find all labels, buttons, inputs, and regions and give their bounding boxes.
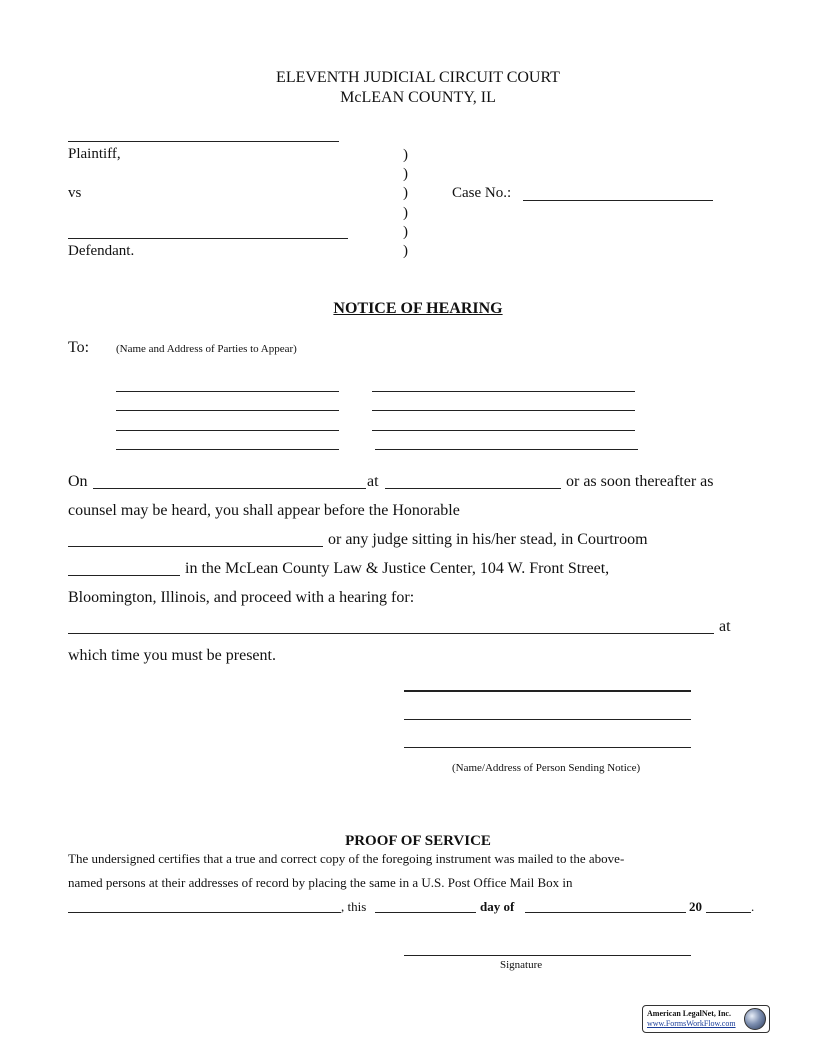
vs-label: vs [68, 185, 82, 201]
court-name: ELEVENTH JUDICIAL CIRCUIT COURT [276, 69, 560, 86]
defendant-name-line[interactable] [68, 238, 348, 239]
globe-icon [744, 1008, 766, 1030]
at-label-2: at [719, 618, 731, 635]
caption-paren: ) [403, 224, 408, 240]
party-address-line[interactable] [372, 410, 635, 411]
plaintiff-name-line[interactable] [68, 141, 339, 142]
caption-paren: ) [403, 147, 408, 163]
case-number-label: Case No.: [452, 185, 512, 201]
caption-paren: ) [403, 243, 408, 259]
case-number-field[interactable] [523, 200, 713, 201]
courtroom-field[interactable] [68, 575, 180, 576]
sender-caption: (Name/Address of Person Sending Notice) [452, 762, 641, 774]
judge-name-field[interactable] [68, 546, 323, 547]
logo-url[interactable]: www.FormsWorkFlow.com [647, 1019, 736, 1028]
hearing-date-field[interactable] [93, 488, 366, 489]
to-instruction: (Name and Address of Parties to Appear) [116, 343, 297, 355]
day-of-label: day of [480, 899, 515, 914]
plaintiff-label: Plaintiff, [68, 146, 121, 162]
this-label: , this [341, 899, 367, 914]
body-line-7: which time you must be present. [68, 647, 276, 664]
proof-text-1: The undersigned certifies that a true and correct copy of the foregoing instrument was mailed to the above- [68, 851, 625, 866]
day-field[interactable] [375, 912, 476, 913]
party-address-line[interactable] [116, 410, 339, 411]
body-line-2: counsel may be heard, you shall appear before the Honorable [68, 502, 460, 519]
body-line-5: Bloomington, Illinois, and proceed with a hearing for: [68, 589, 415, 606]
signature-caption: Signature [500, 959, 543, 971]
sender-line[interactable] [404, 719, 691, 720]
party-address-line[interactable] [372, 391, 635, 392]
party-address-line[interactable] [116, 449, 339, 450]
caption-paren: ) [403, 205, 408, 221]
sender-line[interactable] [404, 747, 691, 748]
defendant-label: Defendant. [68, 243, 135, 259]
party-address-line[interactable] [116, 430, 339, 431]
as-soon-text: or as soon thereafter as [566, 473, 714, 490]
american-legalnet-logo [642, 1005, 770, 1033]
hearing-purpose-field[interactable] [68, 633, 714, 634]
at-label: at [367, 473, 379, 490]
party-address-line[interactable] [375, 449, 638, 450]
logo-name: American LegalNet, Inc. [647, 1009, 731, 1018]
county-name: McLEAN COUNTY, IL [340, 89, 496, 106]
month-field[interactable] [525, 912, 686, 913]
sender-line[interactable] [404, 690, 691, 692]
year-field[interactable] [706, 912, 751, 913]
party-address-line[interactable] [116, 391, 339, 392]
caption-paren: ) [403, 185, 408, 201]
caption-paren: ) [403, 166, 408, 182]
mailbox-location-field[interactable] [68, 912, 341, 913]
proof-title: PROOF OF SERVICE [345, 833, 491, 849]
notice-title: NOTICE OF HEARING [333, 300, 503, 317]
party-address-line[interactable] [372, 430, 635, 431]
proof-text-2: named persons at their addresses of record by placing the same in a U.S. Post Office Mail Box in [68, 875, 573, 890]
on-label: On [68, 473, 88, 490]
to-label: To: [68, 339, 90, 356]
year-prefix: 20 [689, 899, 702, 914]
body-line-3: or any judge sitting in his/her stead, in Courtroom [328, 531, 648, 548]
body-line-4: in the McLean County Law & Justice Center, 104 W. Front Street, [185, 560, 610, 577]
period: . [751, 899, 755, 914]
hearing-time-field[interactable] [385, 488, 561, 489]
signature-line[interactable] [404, 955, 691, 956]
